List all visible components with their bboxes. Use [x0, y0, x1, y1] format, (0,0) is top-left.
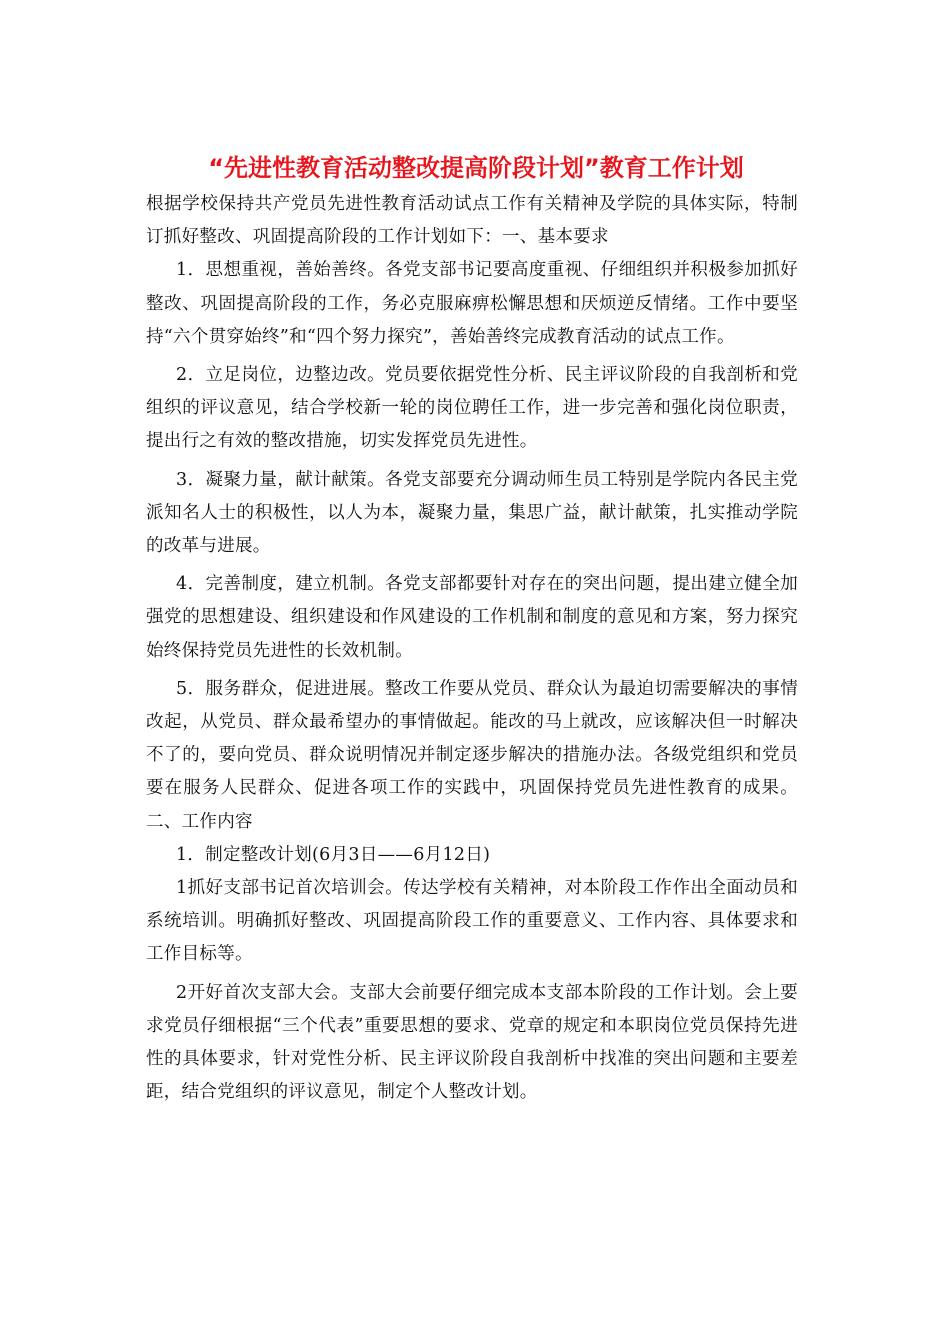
intro-paragraph: 根据学校保持共产党员先进性教育活动试点工作有关精神及学院的具体实际，特制订抓好整改、巩固提高阶段的工作计划如下：一、基本要求 — [146, 194, 798, 248]
requirement-1-paragraph: 1．思想重视，善始善终。各党支部书记要高度重视、仔细组织并积极参加抓好整改、巩固提高阶段的工作，务必克服麻痹松懈思想和厌烦逆反情绪。工作中要坚持“六个贯穿始终”和“四个努力探究”，善始善终完成教育活动的试点工作。 — [146, 260, 798, 347]
document-body — [146, 148, 798, 1109]
work-item-1-2-paragraph: 2开好首次支部大会。支部大会前要仔细完成本支部本阶段的工作计划。会上要求党员仔细根据“三个代表”重要思想的要求、党章的规定和本职岗位党员保持先进性的具体要求，针对党性分析、民主评议阶段自我剖析中找准的突出问题和主要差距，结合党组织的评议意见，制定个人整改计划。 — [146, 982, 798, 1103]
requirement-3-paragraph: 3．凝聚力量，献计献策。各党支部要充分调动师生员工特别是学院内各民主党派知名人士的积极性，以人为本，凝聚力量，集思广益，献计献策，扎实推动学院的改革与进展。 — [146, 469, 798, 557]
requirement-5-paragraph: 5．服务群众，促进进展。整改工作要从党员、群众认为最迫切需要解决的事情改起，从党员、群众最希望办的事情做起。能改的马上就改，应该解决但一时解决不了的，要向党员、群众说明情况并制定逐步解决的措施办法。各级党组织和党员要在服务人民群众、促进各项工作的实践中，巩固保持党员先进性教育的成果。二、工作内容 — [146, 678, 798, 832]
work-item-1-1-paragraph: 1抓好支部书记首次培训会。传达学校有关精神，对本阶段工作作出全面动员和系统培训。明确抓好整改、巩固提高阶段工作的重要意义、工作内容、具体要求和工作目标等。 — [146, 878, 798, 965]
requirement-2-paragraph: 2．立足岗位，边整边改。党员要依据党性分析、民主评议阶段的自我剖析和党组织的评议意见，结合学校新一轮的岗位聘任工作，进一步完善和强化岗位职责，提出行之有效的整改措施，切实发挥党员先进性。 — [146, 365, 798, 452]
work-item-1-heading: 1．制定整改计划(6月3日——6月12日) — [176, 844, 491, 865]
requirement-4-paragraph: 4．完善制度，建立机制。各党支部都要针对存在的突出问题，提出建立健全加强党的思想建设、组织建设和作风建设的工作机制和制度的意见和方案，努力探究始终保持党员先进性的长效机制。 — [146, 574, 798, 661]
document-title: “先进性教育活动整改提高阶段计划”教育工作计划 — [208, 154, 744, 182]
